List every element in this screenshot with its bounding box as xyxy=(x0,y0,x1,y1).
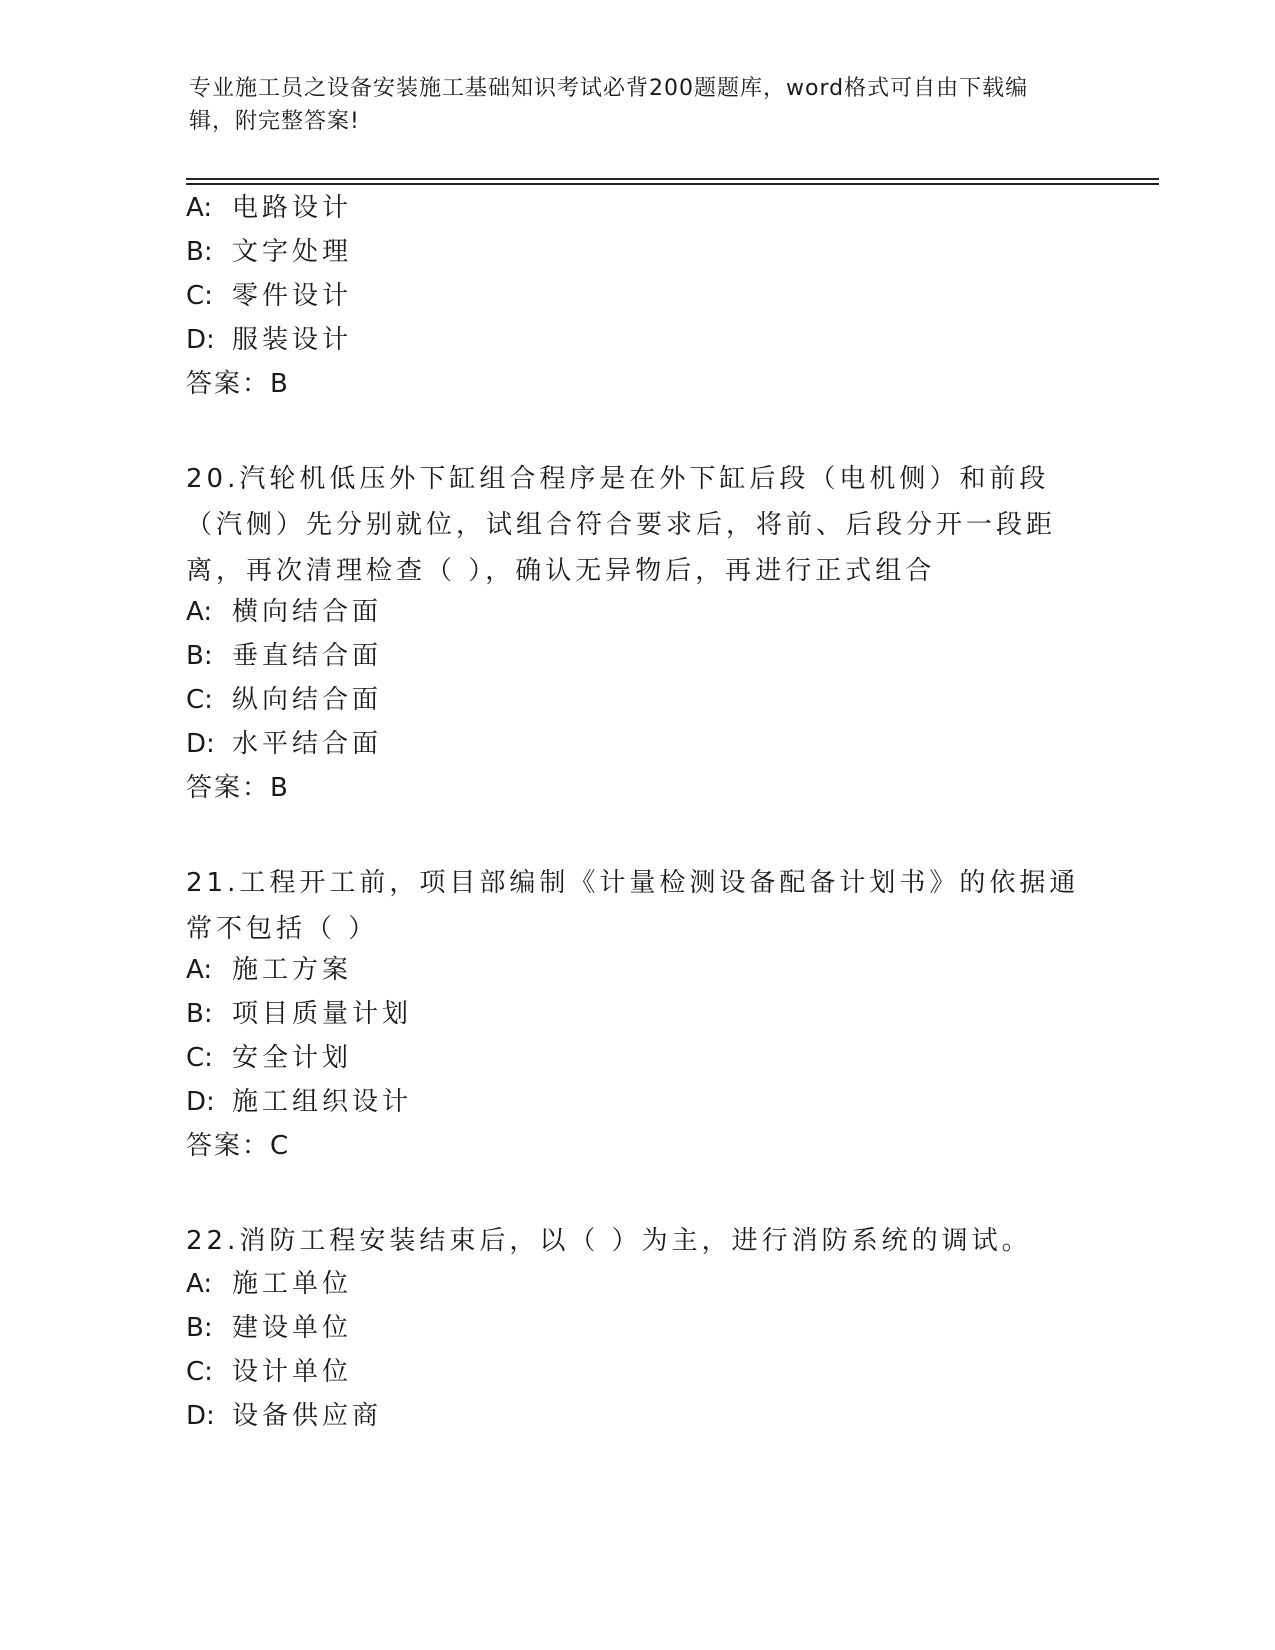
q21-option-b xyxy=(186,997,412,1031)
q20-option-a xyxy=(186,595,382,629)
q21-option-d xyxy=(186,1085,412,1119)
q19-answer: 答案：B xyxy=(186,369,290,399)
q22-option-a xyxy=(186,1267,352,1301)
option-label: D: xyxy=(186,729,215,759)
option-text: 文字处理 xyxy=(232,237,353,267)
option-text: 水平结合面 xyxy=(232,729,383,759)
option-text: 设备供应商 xyxy=(232,1401,383,1431)
q21-option-a xyxy=(186,953,352,987)
q20-option-d xyxy=(186,727,382,761)
option-text: 横向结合面 xyxy=(232,597,383,627)
option-text: 零件设计 xyxy=(232,281,353,311)
option-text: 施工方案 xyxy=(232,955,353,985)
option-label: A: xyxy=(186,955,213,985)
option-label: B: xyxy=(186,999,213,1029)
q22-option-b xyxy=(186,1311,352,1345)
q19-option-b xyxy=(186,235,352,269)
q22-question-text: 22.消防工程安装结束后，以（ ）为主，进行消防系统的调试。 xyxy=(186,1226,1032,1256)
option-label: C: xyxy=(186,1043,213,1073)
q19-option-c xyxy=(186,279,352,313)
option-text: 纵向结合面 xyxy=(232,685,383,715)
option-label: B: xyxy=(186,1313,213,1343)
option-label: A: xyxy=(186,597,213,627)
page-header-title: 专业施工员之设备安装施工基础知识考试必背200题题库，word格式可自由下载编辑，附完整答案! xyxy=(189,76,1029,134)
option-text: 施工单位 xyxy=(232,1269,353,1299)
q21-question-text: 21.工程开工前，项目部编制《计量检测设备配备计划书》的依据通常不包括（ ） xyxy=(186,868,1080,944)
option-text: 垂直结合面 xyxy=(232,641,383,671)
option-label: C: xyxy=(186,281,213,311)
q22-option-d xyxy=(186,1399,382,1433)
q22-option-c xyxy=(186,1355,352,1389)
option-label: A: xyxy=(186,193,213,223)
option-text: 项目质量计划 xyxy=(232,999,413,1029)
q21-answer: 答案：C xyxy=(186,1131,291,1161)
q20-option-b xyxy=(186,639,382,673)
option-label: A: xyxy=(186,1269,213,1299)
q19-option-a xyxy=(186,191,352,225)
option-text: 建设单位 xyxy=(232,1313,353,1343)
option-label: C: xyxy=(186,1357,213,1387)
option-label: D: xyxy=(186,325,215,355)
option-label: C: xyxy=(186,685,213,715)
option-label: B: xyxy=(186,641,213,671)
option-label: D: xyxy=(186,1401,215,1431)
header-divider-top xyxy=(186,178,1159,180)
option-text: 安全计划 xyxy=(232,1043,353,1073)
q20-question-text: 20.汽轮机低压外下缸组合程序是在外下缸后段（电机侧）和前段（汽侧）先分别就位，试组合符合要求后，将前、后段分开一段距离，再次清理检查（ ），确认无异物后，再进行正式组合 xyxy=(186,464,1057,586)
q20-option-c xyxy=(186,683,382,717)
option-text: 施工组织设计 xyxy=(232,1087,413,1117)
q19-option-d xyxy=(186,323,352,357)
q21-option-c xyxy=(186,1041,352,1075)
header-divider-bottom xyxy=(186,183,1159,185)
option-label: B: xyxy=(186,237,213,267)
option-text: 电路设计 xyxy=(232,193,353,223)
option-text: 服装设计 xyxy=(232,325,353,355)
option-text: 设计单位 xyxy=(232,1357,353,1387)
q20-answer: 答案：B xyxy=(186,773,290,803)
option-label: D: xyxy=(186,1087,215,1117)
